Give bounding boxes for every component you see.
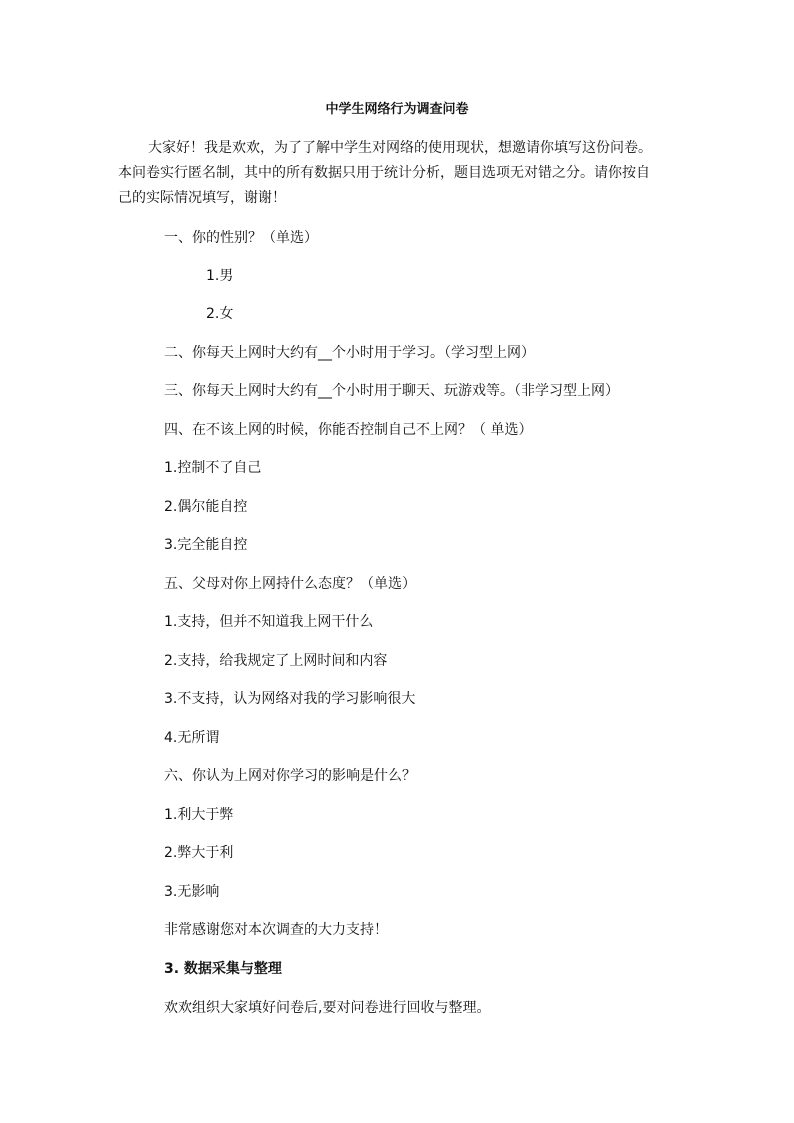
q5-option-4: 4.无所谓	[164, 730, 220, 746]
question-5: 五、父母对你上网持什么态度？（单选）	[164, 576, 416, 592]
document-title: 中学生网络行为调查问卷	[325, 102, 469, 117]
q5-option-2: 2.支持，给我规定了上网时间和内容	[164, 653, 388, 669]
question-2: 二、你每天上网时大约有__个小时用于学习。（学习型上网）	[164, 345, 535, 361]
intro-line: 大家好！我是欢欢，为了了解中学生对网络的使用现状，想邀请你填写这份问卷。	[148, 140, 652, 156]
q4-option-2: 2.偶尔能自控	[164, 499, 248, 515]
intro-paragraph	[118, 136, 698, 211]
q4-option-3: 3.完全能自控	[164, 537, 248, 553]
q6-option-2: 2.弊大于利	[164, 845, 234, 861]
intro-line: 本问卷实行匿名制，其中的所有数据只用于统计分析，题目选项无对错之分。请你按自	[118, 165, 650, 181]
q6-option-1: 1.利大于弊	[164, 807, 234, 823]
question-1: 一、你的性别？（单选）	[164, 230, 318, 246]
question-3: 三、你每天上网时大约有__个小时用于聊天、玩游戏等。（非学习型上网）	[164, 383, 619, 399]
thanks-text: 非常感谢您对本次调查的大力支持！	[164, 922, 388, 938]
q1-option-1: 1.男	[206, 268, 234, 284]
q5-option-3: 3.不支持，认为网络对我的学习影响很大	[164, 691, 416, 707]
q4-option-1: 1.控制不了自己	[164, 460, 262, 476]
q5-option-1: 1.支持，但并不知道我上网干什么	[164, 614, 374, 630]
section-heading: 3. 数据采集与整理	[164, 961, 282, 977]
intro-line: 己的实际情况填写，谢谢！	[118, 190, 286, 206]
section-body: 欢欢组织大家填好问卷后,要对问卷进行回收与整理。	[164, 1000, 491, 1016]
question-6: 六、你认为上网对你学习的影响是什么？	[164, 768, 416, 784]
q1-option-2: 2.女	[206, 306, 234, 322]
q6-option-3: 3.无影响	[164, 884, 220, 900]
question-4: 四、在不该上网的时候，你能否控制自己不上网？（ 单选）	[164, 422, 533, 438]
